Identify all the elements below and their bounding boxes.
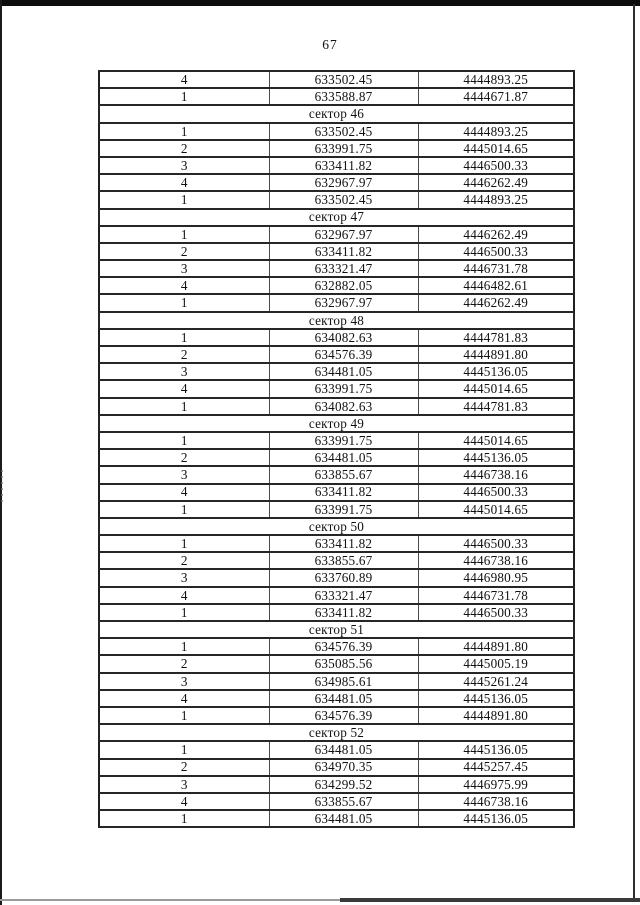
cell-coordinate-x: 634481.05 [269, 810, 418, 827]
table-row [99, 140, 574, 157]
cell-point-number: 3 [99, 157, 269, 174]
cell-coordinate-y: 4446500.33 [418, 535, 574, 552]
table-row [99, 157, 574, 174]
cell-coordinate-x: 634082.63 [269, 329, 418, 346]
table-row [99, 690, 574, 707]
section-header-row [99, 415, 574, 432]
cell-coordinate-x: 632882.05 [269, 277, 418, 294]
cell-coordinate-x: 634576.39 [269, 707, 418, 724]
cell-coordinate-y: 4446500.33 [418, 484, 574, 501]
cell-coordinate-x: 633991.75 [269, 432, 418, 449]
page-frame-bottom-right [340, 898, 640, 902]
cell-coordinate-y: 4446482.61 [418, 277, 574, 294]
table-row [99, 759, 574, 776]
table-row [99, 380, 574, 397]
page-frame-bottom-left [0, 899, 340, 901]
cell-coordinate-x: 633855.67 [269, 552, 418, 569]
cell-point-number: 2 [99, 346, 269, 363]
page-frame-left [0, 0, 2, 905]
table-row [99, 398, 574, 415]
cell-coordinate-y: 4446731.78 [418, 260, 574, 277]
cell-point-number: 1 [99, 501, 269, 518]
cell-point-number: 1 [99, 88, 269, 105]
cell-coordinate-y: 4446500.33 [418, 243, 574, 260]
section-title: сектор 51 [99, 621, 574, 638]
table-row [99, 88, 574, 105]
cell-coordinate-y: 4445014.65 [418, 140, 574, 157]
table-row [99, 226, 574, 243]
cell-point-number: 3 [99, 466, 269, 483]
cell-point-number: 1 [99, 604, 269, 621]
cell-point-number: 2 [99, 243, 269, 260]
cell-coordinate-y: 4445014.65 [418, 380, 574, 397]
cell-coordinate-y: 4445261.24 [418, 673, 574, 690]
cell-coordinate-y: 4445136.05 [418, 741, 574, 758]
cell-coordinate-x: 633411.82 [269, 243, 418, 260]
cell-coordinate-x: 634481.05 [269, 449, 418, 466]
cell-coordinate-y: 4444781.83 [418, 329, 574, 346]
section-header-row [99, 724, 574, 741]
cell-point-number: 4 [99, 793, 269, 810]
cell-coordinate-y: 4446731.78 [418, 587, 574, 604]
section-header-row [99, 312, 574, 329]
table-row [99, 535, 574, 552]
coordinates-table [98, 70, 575, 828]
page-frame-top [0, 0, 640, 6]
cell-point-number: 2 [99, 759, 269, 776]
section-header-row [99, 621, 574, 638]
cell-coordinate-y: 4446975.99 [418, 776, 574, 793]
cell-point-number: 1 [99, 398, 269, 415]
cell-coordinate-y: 4446262.49 [418, 226, 574, 243]
cell-coordinate-x: 633855.67 [269, 793, 418, 810]
cell-point-number: 4 [99, 484, 269, 501]
cell-point-number: 2 [99, 140, 269, 157]
cell-point-number: 1 [99, 535, 269, 552]
section-header-row [99, 209, 574, 226]
cell-point-number: 1 [99, 707, 269, 724]
table-row [99, 432, 574, 449]
cell-coordinate-y: 4445136.05 [418, 449, 574, 466]
cell-coordinate-x: 633411.82 [269, 535, 418, 552]
cell-coordinate-x: 634481.05 [269, 690, 418, 707]
cell-coordinate-y: 4445005.19 [418, 655, 574, 672]
cell-coordinate-y: 4446738.16 [418, 793, 574, 810]
table-row [99, 260, 574, 277]
table-row [99, 277, 574, 294]
table-row [99, 673, 574, 690]
cell-coordinate-x: 633991.75 [269, 380, 418, 397]
cell-point-number: 4 [99, 174, 269, 191]
cell-coordinate-x: 633760.89 [269, 569, 418, 586]
table-row [99, 466, 574, 483]
cell-point-number: 3 [99, 569, 269, 586]
table-row [99, 552, 574, 569]
cell-coordinate-y: 4444893.25 [418, 123, 574, 140]
cell-coordinate-x: 635085.56 [269, 655, 418, 672]
cell-coordinate-x: 632967.97 [269, 294, 418, 311]
cell-coordinate-y: 4445257.45 [418, 759, 574, 776]
table-row [99, 484, 574, 501]
cell-point-number: 4 [99, 587, 269, 604]
table-row [99, 501, 574, 518]
cell-coordinate-y: 4445136.05 [418, 690, 574, 707]
cell-coordinate-x: 634970.35 [269, 759, 418, 776]
cell-point-number: 3 [99, 363, 269, 380]
cell-coordinate-y: 4444893.25 [418, 191, 574, 208]
cell-coordinate-y: 4444893.25 [418, 71, 574, 88]
cell-coordinate-x: 632967.97 [269, 226, 418, 243]
page-frame-right [633, 4, 635, 900]
cell-coordinate-y: 4446262.49 [418, 174, 574, 191]
cell-coordinate-x: 634082.63 [269, 398, 418, 415]
cell-coordinate-y: 4444891.80 [418, 346, 574, 363]
table-row [99, 655, 574, 672]
cell-point-number: 2 [99, 655, 269, 672]
cell-coordinate-x: 634985.61 [269, 673, 418, 690]
cell-coordinate-x: 633991.75 [269, 501, 418, 518]
cell-point-number: 3 [99, 260, 269, 277]
cell-coordinate-y: 4444891.80 [418, 638, 574, 655]
coordinates-table-body [99, 71, 574, 827]
cell-coordinate-y: 4446980.95 [418, 569, 574, 586]
cell-point-number: 1 [99, 638, 269, 655]
cell-point-number: 4 [99, 690, 269, 707]
section-header-row [99, 105, 574, 122]
cell-coordinate-x: 633588.87 [269, 88, 418, 105]
cell-coordinate-x: 633502.45 [269, 123, 418, 140]
table-row [99, 793, 574, 810]
cell-point-number: 4 [99, 277, 269, 294]
table-row [99, 123, 574, 140]
table-row [99, 329, 574, 346]
cell-point-number: 1 [99, 432, 269, 449]
table-row [99, 707, 574, 724]
table-row [99, 346, 574, 363]
table-row [99, 243, 574, 260]
cell-point-number: 3 [99, 673, 269, 690]
table-row [99, 294, 574, 311]
cell-point-number: 1 [99, 123, 269, 140]
table-row [99, 174, 574, 191]
table-row [99, 741, 574, 758]
cell-coordinate-x: 633321.47 [269, 587, 418, 604]
cell-coordinate-x: 634576.39 [269, 638, 418, 655]
cell-point-number: 1 [99, 294, 269, 311]
cell-coordinate-y: 4446500.33 [418, 604, 574, 621]
cell-coordinate-x: 634481.05 [269, 363, 418, 380]
cell-point-number: 1 [99, 226, 269, 243]
section-title: сектор 49 [99, 415, 574, 432]
table-row [99, 638, 574, 655]
cell-coordinate-y: 4446500.33 [418, 157, 574, 174]
cell-point-number: 1 [99, 329, 269, 346]
table-row [99, 587, 574, 604]
table-row [99, 71, 574, 88]
cell-coordinate-x: 633855.67 [269, 466, 418, 483]
cell-coordinate-y: 4444891.80 [418, 707, 574, 724]
cell-coordinate-x: 634299.52 [269, 776, 418, 793]
section-header-row [99, 518, 574, 535]
cell-point-number: 4 [99, 380, 269, 397]
table-row [99, 604, 574, 621]
section-title: сектор 48 [99, 312, 574, 329]
section-title: сектор 46 [99, 105, 574, 122]
cell-point-number: 2 [99, 449, 269, 466]
section-title: сектор 47 [99, 209, 574, 226]
cell-coordinate-x: 633502.45 [269, 191, 418, 208]
table-row [99, 569, 574, 586]
cell-coordinate-x: 633321.47 [269, 260, 418, 277]
cell-point-number: 1 [99, 191, 269, 208]
cell-coordinate-x: 633991.75 [269, 140, 418, 157]
cell-coordinate-y: 4446738.16 [418, 466, 574, 483]
cell-coordinate-x: 634481.05 [269, 741, 418, 758]
cell-coordinate-y: 4446738.16 [418, 552, 574, 569]
cell-coordinate-y: 4445136.05 [418, 810, 574, 827]
cell-coordinate-x: 633411.82 [269, 604, 418, 621]
scan-artifact [1, 470, 3, 504]
cell-coordinate-x: 633411.82 [269, 484, 418, 501]
cell-coordinate-x: 633502.45 [269, 71, 418, 88]
table-row [99, 191, 574, 208]
cell-coordinate-y: 4445014.65 [418, 432, 574, 449]
table-row [99, 810, 574, 827]
table-row [99, 776, 574, 793]
cell-coordinate-y: 4444671.87 [418, 88, 574, 105]
table-row [99, 449, 574, 466]
cell-point-number: 1 [99, 741, 269, 758]
cell-coordinate-x: 632967.97 [269, 174, 418, 191]
cell-coordinate-y: 4444781.83 [418, 398, 574, 415]
cell-coordinate-x: 633411.82 [269, 157, 418, 174]
cell-point-number: 4 [99, 71, 269, 88]
section-title: сектор 50 [99, 518, 574, 535]
page-number: 67 [322, 37, 338, 52]
table-row [99, 363, 574, 380]
cell-coordinate-y: 4446262.49 [418, 294, 574, 311]
cell-coordinate-y: 4445014.65 [418, 501, 574, 518]
cell-point-number: 2 [99, 552, 269, 569]
cell-coordinate-y: 4445136.05 [418, 363, 574, 380]
cell-coordinate-x: 634576.39 [269, 346, 418, 363]
cell-point-number: 3 [99, 776, 269, 793]
section-title: сектор 52 [99, 724, 574, 741]
cell-point-number: 1 [99, 810, 269, 827]
